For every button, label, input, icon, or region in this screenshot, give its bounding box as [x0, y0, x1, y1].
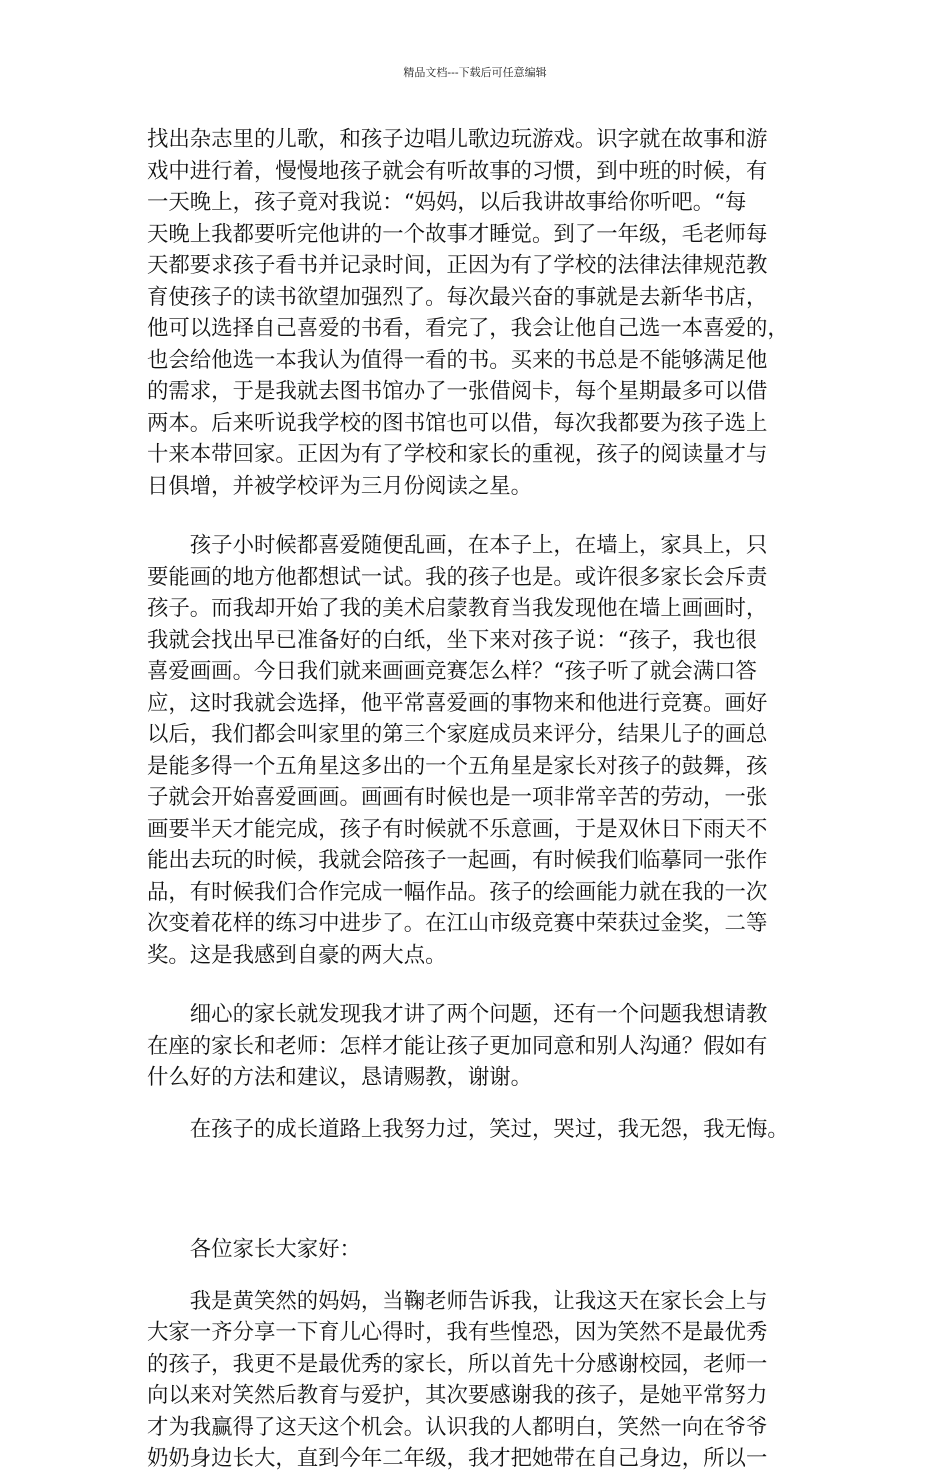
greeting: 各位家长大家好：: [147, 1237, 361, 1262]
paragraph-question: 细心的家长就发现我才讲了两个问题，还有一个问题我想请教 在座的家长和老师：怎样才能让孩子更加同意和别人沟通？假如有 什么好的方法和建议，恳请赐教，谢谢。: [147, 1002, 768, 1090]
paragraph-intro: 我是黄笑然的妈妈，当鞠老师告诉我，让我这天在家长会上与 大家一齐分享一下育儿心得时，我有些惶恐，因为笑然不是最优秀 的孩子，我更不是最优秀的家长，所以首先十分感谢校园，老师一 向以来对笑然后教育与爱护，其次要感谢我的孩子，是她平常努力 才为我赢得了这天这个机会。认识我的人都明白，笑然一向在爷爷 奶奶身边长大，直到今年二年级，我才把她带在自己身边，所以一: [147, 1288, 768, 1471]
document-body: [147, 124, 825, 1475]
paragraph-drawing: 孩子小时候都喜爱随便乱画，在本子上，在墙上，家具上，只 要能画的地方他都想试一试。我的孩子也是。或许很多家长会斥责 孩子。而我却开始了我的美术启蒙教育当我发现他在墙上画画时， 我就会找出早已准备好的白纸，坐下来对孩子说：“孩子，我也很 喜爱画画。今日我们就来画画竞赛怎么样？“孩子听了就会满口答 应，这时我就会选择，他平常喜爱画的事物来和他进行竞赛。画好 以后，我们都会叫家里的第三个家庭成员来评分，结果儿子的画总 是能多得一个五角星这多出的一个五角星是家长对孩子的鼓舞，孩 子就会开始喜爱画画。画画有时候也是一项非常辛苦的劳动，一张 画要半天才能完成，孩子有时候就不乐意画，于是双休日下雨天不 能出去玩的时候，我就会陪孩子一起画，有时候我们临摹同一张作 品，有时候我们合作完成一幅作品。孩子的绘画能力就在我的一次 次变着花样的练习中进步了。在江山市级竞赛中荣获过金奖，二等 奖。这是我感到自豪的两大点。: [147, 533, 768, 968]
paragraph-closing: 在孩子的成长道路上我努力过，笑过，哭过，我无怨，我无悔。: [147, 1116, 789, 1142]
paragraph-spacer: [147, 971, 825, 999]
page-header: 精品文档---下载后可任意编辑: [403, 66, 547, 79]
paragraph-spacer: [147, 1266, 825, 1286]
paragraph-spacer: [147, 502, 825, 530]
section-spacer: [147, 1145, 825, 1234]
paragraph-spacer: [147, 1094, 825, 1114]
paragraph-reading: 找出杂志里的儿歌，和孩子边唱儿歌边玩游戏。识字就在故事和游 戏中进行着，慢慢地孩子就会有听故事的习惯，到中班的时候，有 一天晚上，孩子竟对我说：“妈妈，以后我讲故事给你听吧。“每 天晚上我都要听完他讲的一个故事才睡觉。到了一年级，毛老师每 天都要求孩子看书并记录时间，正因为有了学校的法律法律规范教 育使孩子的读书欲望加强烈了。每次最兴奋的事就是去新华书店， 他可以选择自己喜爱的书看，看完了，我会让他自己选一本喜爱的， 也会给他选一本我认为值得一看的书。买来的书总是不能够满足他 的需求，于是我就去图书馆办了一张借阅卡，每个星期最多可以借 两本。后来听说我学校的图书馆也可以借，每次我都要为孩子选上 十来本带回家。正因为有了学校和家长的重视，孩子的阅读量才与 日俱增，并被学校评为三月份阅读之星。: [147, 127, 789, 499]
